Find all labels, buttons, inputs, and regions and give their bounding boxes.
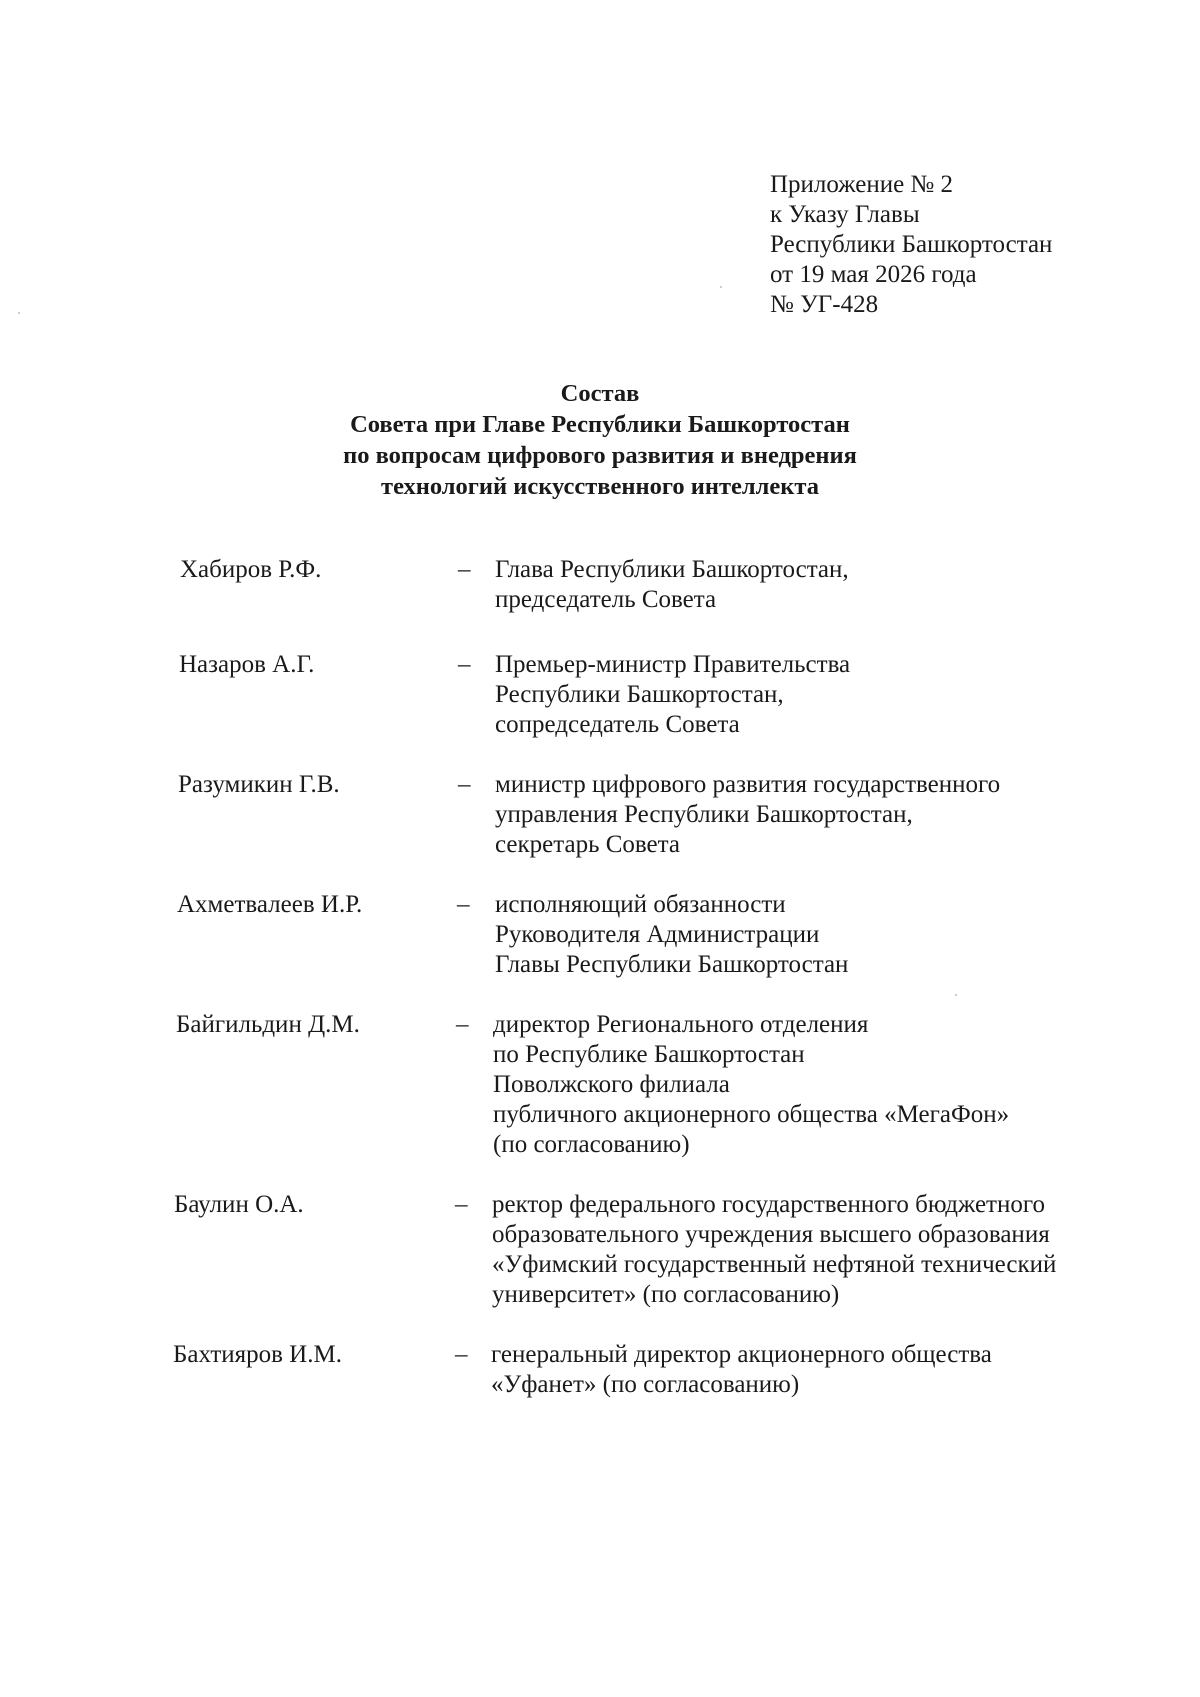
member-role-line: Главы Республики Башкортостан <box>495 951 849 978</box>
member-dash: – <box>455 1341 468 1368</box>
member-role-line: министр цифрового развития государственного <box>495 771 1001 798</box>
member-role-line: генеральный директор акционерного общества <box>491 1341 992 1368</box>
appendix-line: к Указу Главы <box>770 201 920 228</box>
member-role-line: «Уфимский государственный нефтяной технический <box>492 1251 1057 1278</box>
member-role-line: Глава Республики Башкортостан, <box>495 556 849 583</box>
member-role-line: директор Регионального отделения <box>493 1011 869 1038</box>
member-role-line: (по согласованию) <box>493 1131 690 1158</box>
member-role <box>495 770 1000 860</box>
scan-speck <box>18 312 20 314</box>
member-role-line: Премьер-министр Правительства <box>495 651 851 678</box>
scan-speck <box>955 994 957 996</box>
member-role-line: Поволжского филиала <box>493 1071 730 1098</box>
member-role-line: председатель Совета <box>495 586 717 613</box>
member-role-line: образовательного учреждения высшего образования <box>492 1221 1050 1248</box>
member-role-line: исполняющий обязанности <box>495 891 786 918</box>
member-role <box>495 555 849 615</box>
member-role-line: управления Республики Башкортостан, <box>495 801 913 828</box>
member-role-line: публичного акционерного общества «МегаФон» <box>493 1101 1010 1128</box>
member-role-line: сопредседатель Совета <box>495 711 740 738</box>
member-role <box>495 890 848 980</box>
member-dash: – <box>455 1191 468 1218</box>
heading-line: Состав <box>560 380 640 407</box>
scan-speck <box>720 286 722 288</box>
heading-line: по вопросам цифрового развития и внедрения <box>343 442 857 469</box>
heading-line: Совета при Главе Республики Башкортостан <box>350 411 850 438</box>
member-role <box>492 1190 1056 1310</box>
member-role-line: университет» (по согласованию) <box>492 1281 840 1308</box>
member-dash: – <box>456 1011 469 1038</box>
member-dash: – <box>458 771 471 798</box>
member-role <box>493 1010 1009 1160</box>
member-role <box>491 1340 992 1400</box>
member-role-line: «Уфанет» (по согласованию) <box>491 1371 800 1398</box>
member-name: Бахтияров И.М. <box>173 1341 342 1368</box>
member-name: Байгильдин Д.М. <box>176 1011 360 1038</box>
member-name: Разумикин Г.В. <box>178 771 340 798</box>
member-name: Ахметвалеев И.Р. <box>177 891 363 918</box>
appendix-line: Приложение № 2 <box>770 171 954 198</box>
member-name: Хабиров Р.Ф. <box>180 556 322 583</box>
heading-line: технологий искусственного интеллекта <box>381 473 819 500</box>
member-role-line: ректор федерального государственного бюджетного <box>492 1191 1045 1218</box>
member-name: Баулин О.А. <box>174 1191 304 1218</box>
member-role-line: секретарь Совета <box>495 831 680 858</box>
member-dash: – <box>458 651 471 678</box>
member-dash: – <box>458 556 471 583</box>
appendix-line: от 19 мая 2026 года <box>770 261 977 288</box>
document-heading <box>0 378 1200 502</box>
member-dash: – <box>457 891 470 918</box>
member-role-line: Руководителя Администрации <box>495 921 820 948</box>
appendix-line: Республики Башкортостан <box>770 231 1053 258</box>
member-name: Назаров А.Г. <box>179 651 315 678</box>
member-role-line: по Республике Башкортостан <box>493 1041 805 1068</box>
appendix-block <box>770 170 1052 320</box>
member-role-line: Республики Башкортостан, <box>495 681 784 708</box>
appendix-line: № УГ-428 <box>770 291 879 318</box>
member-role <box>495 650 850 740</box>
